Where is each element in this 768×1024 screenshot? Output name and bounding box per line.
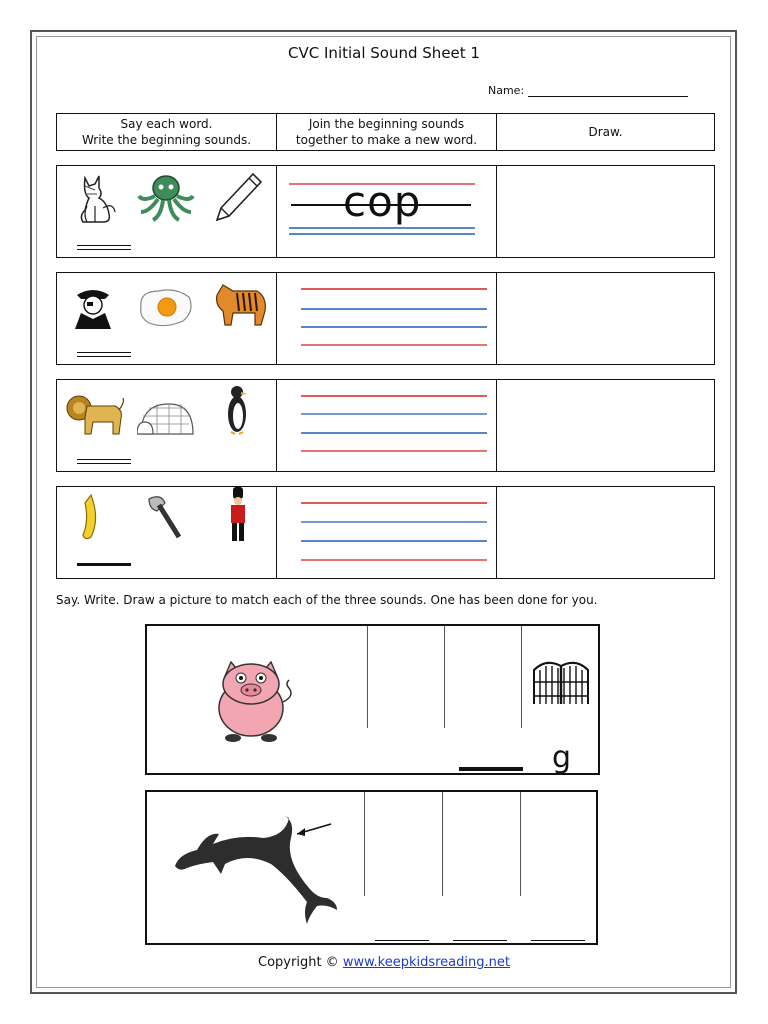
worksheet-title: CVC Initial Sound Sheet 1 <box>288 44 480 62</box>
header-join <box>276 114 496 150</box>
pirate-icon <box>69 285 117 329</box>
divider <box>521 626 522 728</box>
gate-icon <box>530 656 592 706</box>
handwriting-lines <box>301 394 491 458</box>
pictures-cell <box>57 487 276 578</box>
join-cell <box>276 273 496 364</box>
header-col1-line1: Say each word. <box>120 117 213 131</box>
table-row <box>56 486 715 579</box>
answer-line[interactable] <box>77 459 131 464</box>
example-word: cop <box>343 177 422 226</box>
header-say-write <box>57 114 276 150</box>
join-cell <box>276 487 496 578</box>
table-row <box>56 165 715 258</box>
axe-icon <box>143 493 183 539</box>
join-cell <box>276 166 496 257</box>
banana-icon <box>77 493 101 541</box>
handwriting-lines <box>301 287 491 351</box>
draw-cell[interactable] <box>496 487 714 578</box>
pig-icon <box>211 658 301 744</box>
website-link[interactable]: www.keepkidsreading.net <box>342 955 510 970</box>
pencil-icon <box>213 170 265 224</box>
name-label: Name: <box>488 84 525 97</box>
table-header <box>56 113 715 151</box>
tiger-icon <box>211 277 269 329</box>
sound-box <box>145 624 600 775</box>
divider <box>444 626 445 728</box>
sound-box <box>145 790 598 945</box>
draw-cell[interactable] <box>496 273 714 364</box>
example-letter: g <box>552 740 572 775</box>
answer-line[interactable] <box>77 563 131 566</box>
answer-line[interactable] <box>375 940 429 941</box>
igloo-icon <box>137 400 197 436</box>
egg-icon <box>135 285 197 329</box>
dolphin-icon <box>167 806 347 924</box>
header-draw: Draw. <box>496 114 714 150</box>
answer-line[interactable] <box>531 940 585 941</box>
header-col2-line2: together to make a new word. <box>295 133 478 147</box>
draw-cell[interactable] <box>496 166 714 257</box>
octopus-icon <box>135 172 197 224</box>
answer-line[interactable] <box>77 352 131 357</box>
header-col1-line2: Write the beginning sounds. <box>81 133 252 147</box>
header-col2-line1: Join the beginning sounds <box>308 117 465 131</box>
penguin-icon <box>225 384 249 436</box>
answer-line[interactable] <box>453 940 507 941</box>
divider <box>367 626 368 728</box>
table-row <box>56 379 715 472</box>
cat-icon <box>73 172 119 224</box>
name-field-line[interactable] <box>528 96 688 97</box>
join-cell <box>276 380 496 471</box>
pictures-cell <box>57 380 276 471</box>
divider <box>364 792 365 896</box>
instruction-text: Say. Write. Draw a picture to match each of the three sounds. One has been done for you. <box>56 593 598 607</box>
answer-line[interactable] <box>77 245 131 250</box>
pictures-cell <box>57 273 276 364</box>
draw-cell[interactable] <box>496 380 714 471</box>
copyright-footer <box>0 955 768 970</box>
answer-line[interactable] <box>459 767 523 771</box>
handwriting-lines <box>301 501 491 565</box>
soldier-icon <box>227 487 249 543</box>
divider <box>520 792 521 896</box>
copyright-prefix: Copyright © <box>258 955 339 970</box>
table-row <box>56 272 715 365</box>
lion-icon <box>65 392 125 438</box>
divider <box>442 792 443 896</box>
pictures-cell <box>57 166 276 257</box>
